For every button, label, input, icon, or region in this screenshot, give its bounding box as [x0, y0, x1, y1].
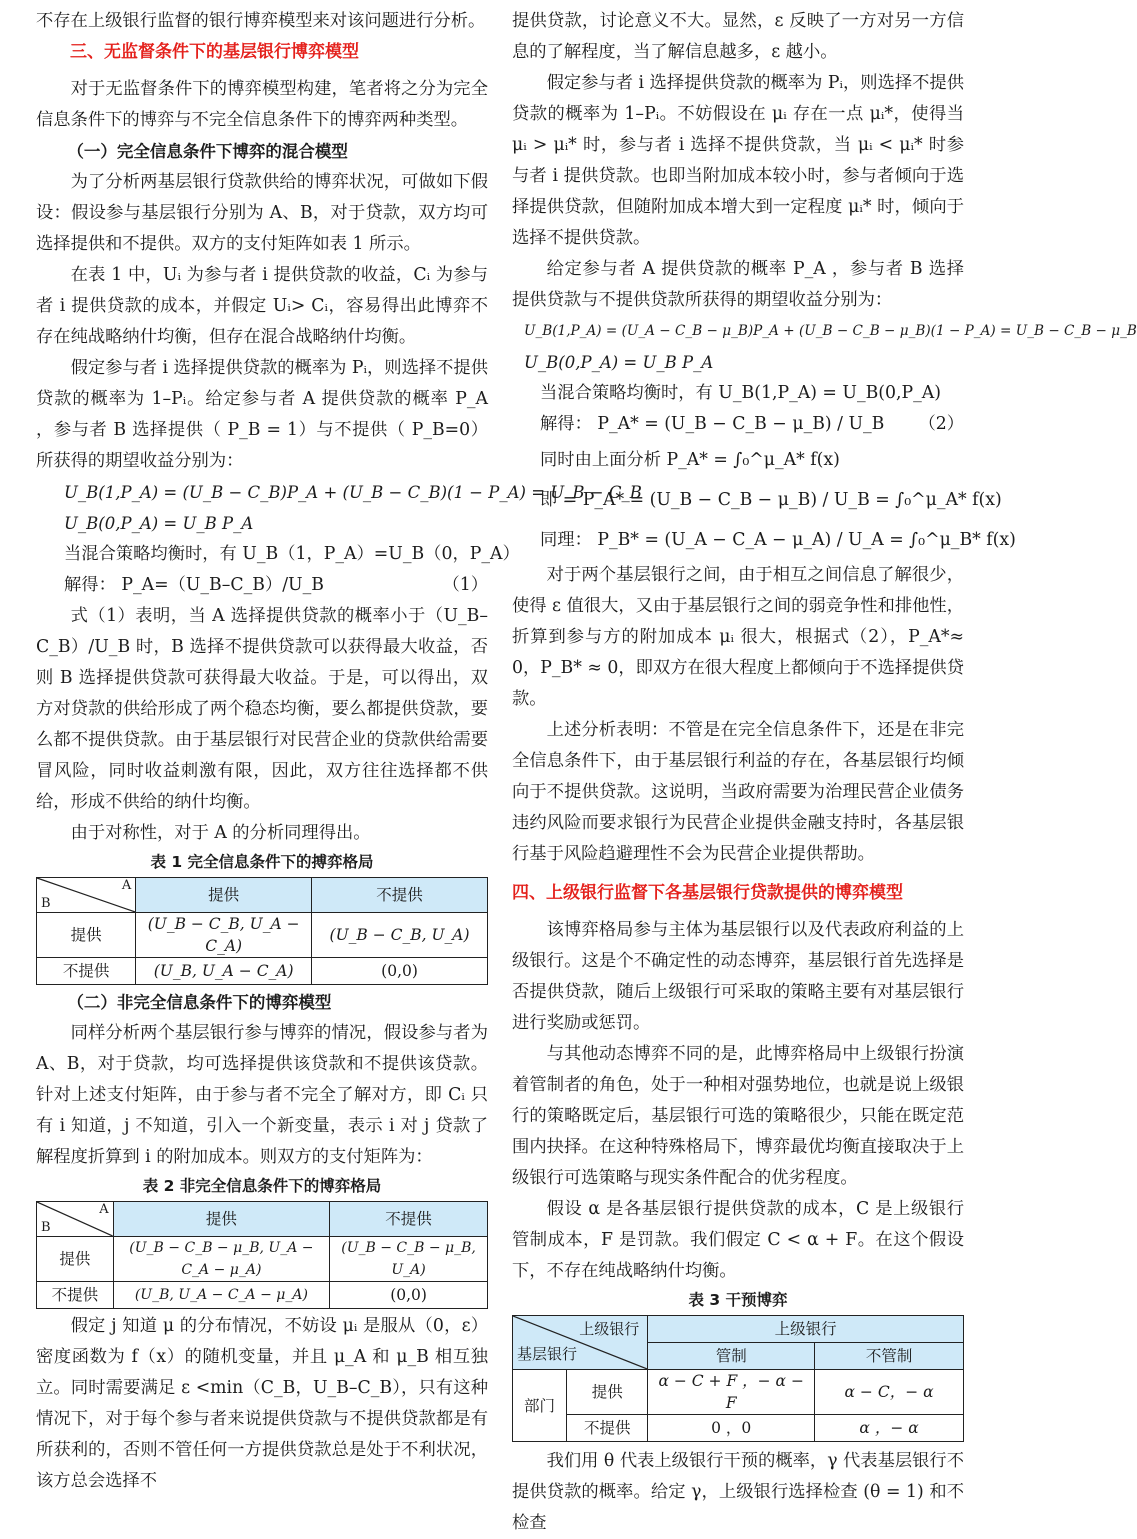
corner-label-a: A	[121, 878, 132, 893]
paragraph: 上述分析表明：不管是在完全信息条件下，还是在非完全信息条件下，由于基层银行利益的存在，各基层银行均倾向于不提供贷款。这说明，当政府需要为治理民营企业债务违约风险而要求银行为民营企业提供金融支持时，各基层银行基于风险趋避理性不会为民营企业提供帮助。	[512, 720, 964, 864]
paragraph: 为了分析两基层银行贷款供给的博弈状况，可做如下假设：假设参与基层银行分别为 A、B，对于贷款，双方均可选择提供和不提供。双方的支付矩阵如表 1 所示。	[36, 172, 488, 254]
table-cell: α − C + F ，− α − F	[648, 1370, 815, 1415]
paragraph: 我们用 θ 代表上级银行干预的概率，γ 代表基层银行不提供贷款的概率。给定 γ，上级银行选择检查 (θ = 1) 和不检查	[512, 1451, 964, 1533]
paragraph: 在表 1 中，Uᵢ 为参与者 i 提供贷款的收益，Cᵢ 为参与者 i 提供贷款的成本，并假定 Uᵢ> Cᵢ，容易得出此博弈不存在纯战略纳什均衡，但存在混合战略纳什均衡。	[36, 265, 488, 347]
corner-label-top: 上级银行	[579, 1320, 640, 1338]
table-cell: 0 ，0	[648, 1415, 815, 1442]
paragraph: 对于无监督条件下的博弈模型构建，笔者将之分为完全信息条件下的博弈与不完全信息条件下的博弈两种类型。	[36, 79, 488, 130]
column-header: 不提供	[330, 1202, 488, 1237]
table-cell: α − C，− α	[815, 1370, 964, 1415]
paragraph: 由于对称性，对于 A 的分析同理得出。	[70, 823, 371, 843]
equation: 同理： P_B* = (U_A − C_A − μ_A) / U_A = ∫₀^μ_B* f(x)	[540, 530, 1016, 550]
table-1	[36, 877, 488, 985]
diagonal-line	[37, 878, 135, 912]
table-2	[36, 1201, 488, 1309]
paragraph: 当混合策略均衡时，有 U_B（1，P_A）=U_B（0，P_A）	[64, 544, 520, 564]
table-cell: (0,0)	[330, 1282, 488, 1309]
paragraph: 对于两个基层银行之间，由于相互之间信息了解很少，使得 ε 值很大，又由于基层银行之间的弱竞争性和排他性，折算到参与方的附加成本 μᵢ 很大，根据式（2），P_A*≈ 0，P_B* ≈ 0，即双方在很大程度上都倾向于不选择提供贷款。	[512, 565, 964, 709]
table-cell: (U_B − C_B, U_A − C_A)	[136, 913, 312, 958]
equation: U_B(1,P_A) = (U_B − C_B)P_A + (U_B − C_B)(1 − P_A) = U_B − C_B	[64, 483, 642, 502]
column-header: 不提供	[312, 878, 488, 913]
equation-line	[512, 409, 964, 440]
row-header: 不提供	[567, 1415, 648, 1442]
equation-number: （1）	[442, 575, 488, 595]
paragraph: 假定 j 知道 μ 的分布情况，不妨设 μᵢ 是服从（0，ε）密度函数为 f（x）的随机变量，并且 μ_A 和 μ_B 相互独立。同时需要满足 ε <min（C_B，U_B–C_B），只有这种情况下，对于每个参与者来说提供贷款与不提供贷款都是有所获利的，否则不管任何一方提供贷款总是处于不利状况，该方总会选择不	[36, 1316, 488, 1491]
paragraph: 式（1）表明，当 A 选择提供贷款的概率小于（U_B–C_B）/U_B 时，B 选择不提供贷款可以获得最大收益，否则 B 选择提供贷款可获得最大收益。于是，可以得出，双方对贷款的供给形成了两个稳态均衡，要么都提供贷款，要么都不提供贷款。由于基层银行对民营企业的贷款供给需要冒风险，同时收益刺激有限，因此，双方往往选择都不供给，形成不供给的纳什均衡。	[36, 606, 488, 812]
table-corner	[37, 878, 136, 913]
table-1-caption: 表 1 完全信息条件下的搏弈格局	[150, 853, 374, 871]
equation: U_B(0,P_A) = U_B P_A	[64, 514, 254, 533]
row-header: 提供	[37, 1237, 114, 1282]
equation: 同时由上面分析 P_A* = ∫₀^μ_A* f(x)	[540, 450, 840, 470]
corner-label-a: A	[99, 1202, 109, 1217]
section-heading-3: 三、无监督条件下的基层银行博弈模型	[70, 42, 359, 62]
column-header: 提供	[136, 878, 312, 913]
table-cell: (0,0)	[312, 958, 488, 985]
corner-label-b: B	[41, 896, 51, 911]
table-3-caption: 表 3 干预博弈	[688, 1291, 788, 1309]
equation-line	[36, 570, 488, 601]
right-column	[512, 6, 1137, 1539]
equation-solution: 解得： P_A=（U_B–C_B）/U_B	[64, 575, 324, 595]
table-cell: (U_B − C_B, U_A)	[312, 913, 488, 958]
section-heading-4: 四、上级银行监督下各基层银行贷款提供的博弈模型	[512, 883, 903, 903]
column-header: 管制	[648, 1343, 815, 1370]
table-cell: (U_B − C_B − μ_B, U_A)	[330, 1237, 488, 1282]
table-cell: (U_B − C_B − μ_B, U_A − C_A − μ_A)	[113, 1237, 329, 1282]
paragraph: 该博弈格局参与主体为基层银行以及代表政府利益的上级银行。这是个不确定性的动态博弈，基层银行首先选择是否提供贷款，随后上级银行可采取的策略主要有对基层银行进行奖励或惩罚。	[512, 920, 964, 1033]
column-header: 不管制	[815, 1343, 964, 1370]
corner-label-b: B	[41, 1220, 51, 1235]
paragraph: 假定参与者 i 选择提供贷款的概率为 Pᵢ，则选择不提供贷款的概率为 1–Pᵢ。给定参与者 A 提供贷款的概率 P_A ，参与者 B 选择提供（ P_B = 1）与不提供（ P_B=0）所获得的期望收益分别为：	[36, 358, 488, 471]
equation-solution: 解得： P_A* = (U_B − C_B − μ_B) / U_B	[540, 414, 885, 434]
equation-number: （2）	[918, 414, 964, 434]
paragraph: 提供贷款，讨论意义不大。显然，ε 反映了一方对另一方信息的了解程度，当了解信息越多，ε 越小。	[512, 11, 964, 62]
equation: 即 = P_A* = (U_B − C_B − μ_B) / U_B = ∫₀^μ_A* f(x)	[540, 490, 1002, 510]
paragraph: 与其他动态博弈不同的是，此博弈格局中上级银行扮演着管制者的角色，处于一种相对强势地位，也就是说上级银行的策略既定后，基层银行可选的策略很少，只能在既定范围内抉择。在这种特殊格局下，博弈最优均衡直接取决于上级银行可选策略与现实条件配合的优劣程度。	[512, 1044, 964, 1188]
row-header: 不提供	[37, 1282, 114, 1309]
corner-label-bottom: 基层银行	[517, 1345, 578, 1363]
subsection-heading-1: （一）完全信息条件下博弈的混合模型	[67, 142, 348, 161]
table-3	[512, 1315, 964, 1442]
paragraph: 给定参与者 A 提供贷款的概率 P_A ，参与者 B 选择提供贷款与不提供贷款所获得的期望收益分别为：	[512, 259, 964, 310]
paragraph: 当混合策略均衡时，有 U_B(1,P_A) = U_B(0,P_A)	[540, 383, 942, 403]
table-corner	[513, 1316, 648, 1370]
row-header: 不提供	[37, 958, 136, 985]
table-2-caption: 表 2 非完全信息条件下的博弈格局	[142, 1177, 382, 1195]
table-cell: α ，− α	[815, 1415, 964, 1442]
row-header: 提供	[567, 1370, 648, 1415]
paragraph: 同样分析两个基层银行参与博弈的情况，假设参与者为 A、B，对于贷款，均可选择提供该贷款和不提供该贷款。针对上述支付矩阵，由于参与者不完全了解对方，即 Cᵢ 只有 i 知道，j 不知道，引入一个新变量，表示 i 对 j 贷款了解程度折算到 i 的附加成本。则双方的支付矩阵为：	[36, 1023, 488, 1167]
equation: U_B(1,P_A) = (U_A − C_B − μ_B)P_A + (U_B − C_B − μ_B)(1 − P_A) = U_B − C_B − μ_B	[524, 323, 1137, 339]
row-header: 提供	[37, 913, 136, 958]
paragraph: 不存在上级银行监督的银行博弈模型来对该问题进行分析。	[36, 11, 486, 31]
table-cell: (U_B, U_A − C_A − μ_A)	[113, 1282, 329, 1309]
equation: U_B(0,P_A) = U_B P_A	[524, 353, 714, 372]
paragraph: 假设 α 是各基层银行提供贷款的成本，C 是上级银行管制成本，F 是罚款。我们假定 C < α + F。在这个假设下，不存在纯战略纳什均衡。	[512, 1199, 964, 1281]
subsection-heading-2: （二）非完全信息条件下的博弈模型	[67, 993, 332, 1012]
table-corner	[37, 1202, 114, 1237]
paragraph: 假定参与者 i 选择提供贷款的概率为 Pᵢ，则选择不提供贷款的概率为 1–Pᵢ。不妨假设在 μᵢ 存在一点 μᵢ*，使得当 μᵢ > μᵢ* 时，参与者 i 选择不提供贷款，当 μᵢ < μᵢ* 时参与者 i 提供贷款。也即当附加成本较小时，参与者倾向于选择提供贷款，但随附加成本增大到一定程度 μᵢ* 时，倾向于选择不提供贷款。	[512, 73, 964, 248]
column-group-header: 上级银行	[648, 1316, 964, 1343]
table-cell: (U_B, U_A − C_A)	[136, 958, 312, 985]
column-header: 提供	[113, 1202, 329, 1237]
row-group-header: 部门	[513, 1370, 567, 1442]
